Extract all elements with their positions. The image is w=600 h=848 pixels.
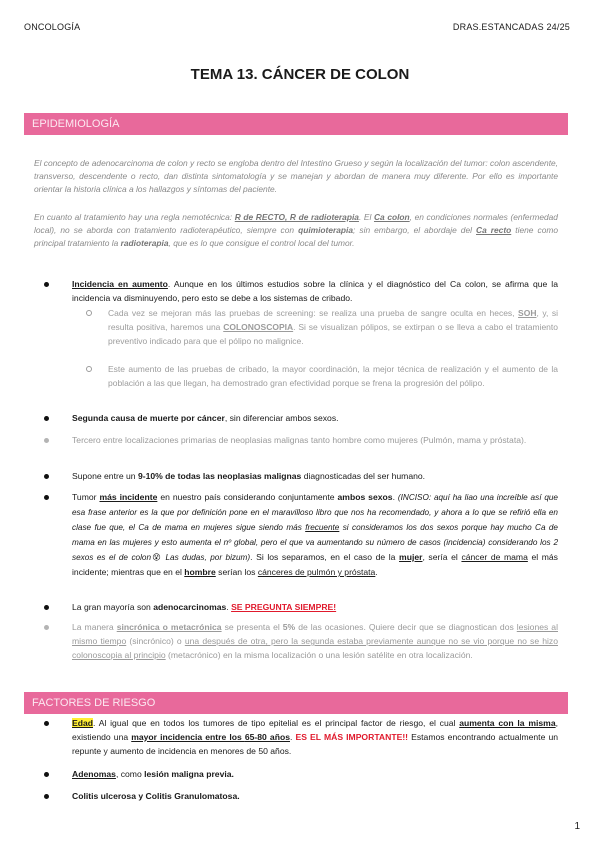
bullet-incidencia: Incidencia en aumento. Aunque en los últimos estudios sobre la clínica y el diagnóstico del Ca colon, se afirma que la incidencia va disminuyendo, pero esto se debe a los sistemas de cribado. — [44, 277, 558, 305]
bullet-porcentaje: Supone entre un 9-10% de todas las neoplasias malignas diagnosticadas del ser humano. — [44, 469, 558, 483]
bullet-segunda-causa: Segunda causa de muerte por cáncer, sin diferenciar ambos sexos. — [44, 411, 558, 425]
bullet-colitis: Colitis ulcerosa y Colitis Granulomatosa. — [44, 789, 558, 803]
bullet-adenocarcinomas: La gran mayoría son adenocarcinomas. SE PREGUNTA SIEMPRE! — [44, 600, 558, 614]
page-number: 1 — [574, 821, 580, 832]
intro-paragraph-1: El concepto de adenocarcinoma de colon y recto se engloba dentro del Intestino Grueso y según la localización del tumor: colon ascendente, transverso, descendente o recto, dan distinta sintomatología y se manejan y abordan de manera muy diferente. Por ello es importante orientar la historia clínica a los hallazgos y síntomas del paciente. — [34, 158, 558, 195]
dizzy-face-icon: 😵 — [151, 553, 162, 562]
subbullet-screening: Cada vez se mejoran más las pruebas de screening: se realiza una prueba de sangre oculta en heces, SOH, y, si resulta positiva, haremos una COLONOSCOPIA. Si se visualizan pólipos, se extirpan o se lleva a cabo el tratamiento preventivo indicado para que el pólipo no malignice. — [86, 306, 558, 348]
bullet-sincronica: La manera sincrónica o metacrónica se presenta el 5% de las ocasiones. Quiere decir que se diagnostican dos lesiones al mismo tiempo (sincrónico) o una después de otra, pero la segunda estaba previamente aunque no se vio porque no se hizo colonoscopia al principio (metacrónico) en la misma localización o una lesión satélite en otra localización. — [44, 620, 558, 662]
subbullet-cribado: Este aumento de las pruebas de cribado, la mayor coordinación, la mejor técnica de realización y el aumento de la población a las que llegan, ha demostrado gran efectividad porque se frena la progresión del pólipo. — [86, 362, 558, 390]
bullet-tumor-incidente: Tumor más incidente en nuestro país considerando conjuntamente ambos sexos. (INCISO: aquí ha liao una increíble así que esa frase anterior es la que por definición pone en el maravilloso libro que nos ha recomendado, y ahora a lo que se refirió ella en clase fue que, el Ca de mama en mujeres sigue siendo más frecuente si consideramos los dos sexos porque hay mucho Ca de mama en las mujeres y esto aumenta el nº global, pero el que va aumentando su número de casos (incidencia) considerando los 2 sexos es el de colon😵 Las dudas, por bizum). Si los separamos, en el caso de la mujer, sería el cáncer de mama el más incidente; mientras que en el hombre serían los cánceres de pulmón y próstata. — [44, 490, 558, 579]
bullet-edad: Edad. Al igual que en todos los tumores de tipo epitelial es el principal factor de riesgo, el cual aumenta con la misma, existiendo una mayor incidencia entre los 65-80 años. ES EL MÁS IMPORTANTE!! Estamos encontrando actualmente un repunte y aumento de incidencia en menores de 50 años. — [44, 716, 558, 758]
section-epidemiologia: EPIDEMIOLOGÍA — [24, 113, 568, 135]
header-subject: ONCOLOGÍA — [24, 22, 81, 32]
intro-paragraph-2: En cuanto al tratamiento hay una regla nemotécnica: R de RECTO, R de radioterapia. El Ca colon, en condiciones normales (enfermedad local), no se aborda con tratamiento radioterapéutico, siempre con quimioterapia; sin embargo, el abordaje del Ca recto tiene como principal tratamiento la radioterapia, que es lo que consigue el control local del tumor. — [34, 212, 558, 249]
bullet-tercero: Tercero entre localizaciones primarias de neoplasias malignas tanto hombre como mujeres (Pulmón, mama y próstata). — [44, 433, 558, 447]
section-factores-riesgo: FACTORES DE RIESGO — [24, 692, 568, 714]
header-group: DRAS.ESTANCADAS 24/25 — [452, 22, 570, 32]
page-title: TEMA 13. CÁNCER DE COLON — [190, 66, 410, 83]
bullet-adenomas: Adenomas, como lesión maligna previa. — [44, 767, 558, 781]
